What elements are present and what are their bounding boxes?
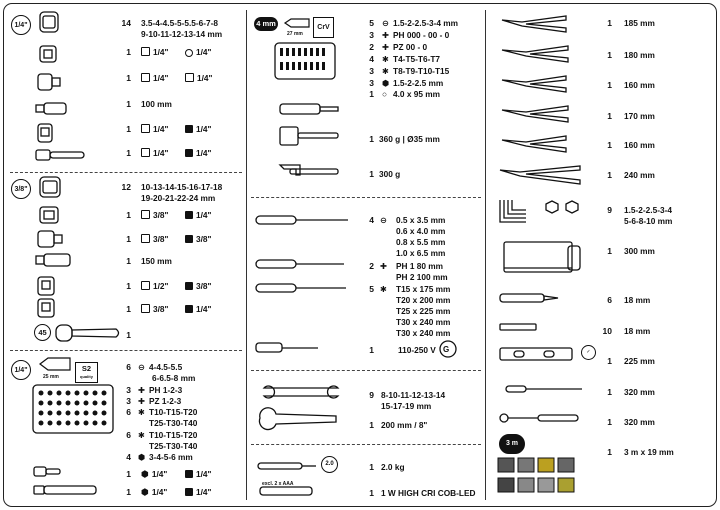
screwdriver-tools: [254, 210, 354, 300]
square-drive-icon: [141, 47, 150, 56]
ratchet-icon: [54, 322, 124, 344]
precision-bit-dim: 27 mm: [287, 31, 303, 37]
quarter-socket-tools: [34, 10, 124, 170]
column-divider-right: [485, 10, 486, 500]
filled-square-icon: [185, 211, 193, 219]
slotted-icon: ⊖: [380, 215, 387, 225]
bit-adapter-tools: [32, 464, 102, 500]
adjustable-qty: 1: [369, 420, 374, 430]
square-drive-icon: [141, 124, 150, 133]
hammer2-qty: 1: [369, 169, 374, 179]
round-drive-icon: [185, 49, 193, 57]
divider-mid-3: [251, 444, 481, 445]
torx-tamper-icon: ✱: [138, 430, 145, 440]
square-drive-icon: [141, 234, 150, 243]
pozidriv-icon: ✚: [138, 396, 145, 406]
column-divider-left: [246, 10, 247, 500]
square-drive-icon: [141, 304, 150, 313]
divider-left-1: [10, 172, 242, 173]
voltage-tester-icon: [254, 340, 324, 356]
bit-icon: [38, 356, 74, 372]
square-drive-icon: [141, 210, 150, 219]
hex-drive-icon: ⬢: [141, 469, 149, 479]
adjustable-text: 200 mm / 8": [381, 420, 428, 430]
hammer-tools: [274, 101, 342, 191]
slotted-icon: ⊖: [138, 362, 145, 372]
filled-square-icon: [185, 235, 193, 243]
cutter-and-blades: [496, 290, 576, 340]
three-eighths-socket-tools: [34, 175, 124, 330]
magnet-force-badge: 2.0: [321, 456, 338, 473]
wrench-qty: 9: [369, 390, 374, 400]
tape-feature-icons: [496, 456, 582, 496]
torx-icon: ✱: [382, 54, 389, 64]
divider-mid-1: [251, 197, 481, 198]
svg-text:G: G: [443, 345, 450, 354]
pozidriv-icon: ✚: [382, 42, 389, 52]
square-drive-icon: [185, 73, 194, 82]
filled-square-icon: [185, 305, 193, 313]
ratchet-teeth-badge: 45: [34, 324, 51, 341]
level-and-files: [496, 342, 586, 432]
filled-square-icon: [185, 470, 193, 478]
tester-text: 110-250 V: [398, 345, 436, 355]
phillips-icon: ✚: [382, 30, 389, 40]
wrench-tools: [256, 382, 346, 432]
crv-badge: CrV: [313, 17, 334, 38]
square-drive-icon: [141, 73, 150, 82]
bit-dimension: 25 mm: [43, 374, 59, 380]
wrench-text-2: 15-17-19 mm: [381, 401, 432, 411]
bit-holder-case: [32, 384, 114, 434]
precision-bit-case: [274, 42, 336, 80]
square-drive-icon: [141, 281, 150, 290]
level-rating-badge: ✓: [581, 345, 596, 360]
ratchet-qty: 1: [126, 330, 131, 340]
divider-mid-2: [251, 370, 481, 371]
precision-bit-icon: [283, 17, 311, 29]
torx-icon: ✱: [380, 284, 387, 294]
four-mm-tag: 4 mm: [254, 17, 278, 31]
phillips-icon: ✚: [380, 261, 387, 271]
tape-length-badge: 3 m: [499, 434, 525, 454]
ground-certification-icon: [439, 340, 457, 358]
tester-qty: 1: [369, 345, 374, 355]
three-eighths-badge: 3/8": [11, 179, 31, 199]
square-drive-icon: [141, 148, 150, 157]
pickup-and-torch-tools: [256, 459, 326, 499]
hex-drive-icon: ⬢: [141, 487, 149, 497]
filled-square-icon: [185, 125, 193, 133]
hammer-qty: 1: [369, 134, 374, 144]
torx-tamper-icon: ✱: [382, 66, 389, 76]
filled-square-icon: [185, 282, 193, 290]
slotted-icon: ⊖: [382, 18, 389, 28]
torch-qty: 1: [369, 488, 374, 498]
hammer-text: 360 g | Ø35 mm: [379, 134, 440, 144]
torch-text: 1 W HIGH CRI COB-LED: [381, 488, 476, 498]
bit-quarter-badge: 1/4": [11, 360, 31, 380]
wrench-text-1: 8-10-11-12-13-14: [381, 390, 446, 400]
hex-icon: ⬢: [382, 78, 390, 88]
hacksaw-icon: [496, 238, 586, 280]
divider-left-2: [10, 350, 242, 351]
torch-battery-note: excl. 2 x AAA: [262, 481, 294, 487]
torx-icon: ✱: [138, 407, 145, 417]
hex-icon: ⬢: [138, 452, 146, 462]
magnet-qty: 1: [369, 462, 374, 472]
phillips-icon: ✚: [138, 385, 145, 395]
magnet-text: 2.0 kg: [381, 462, 405, 472]
hammer2-text: 300 g: [379, 169, 401, 179]
hex-key-set: [496, 196, 586, 232]
s2-quality-badge: S2 quality: [75, 362, 98, 383]
filled-square-icon: [185, 149, 193, 157]
pliers-tools: [496, 8, 592, 198]
filled-square-icon: [185, 488, 193, 496]
round-icon: ○: [382, 89, 388, 99]
quarter-inch-badge: 1/4": [11, 15, 31, 35]
